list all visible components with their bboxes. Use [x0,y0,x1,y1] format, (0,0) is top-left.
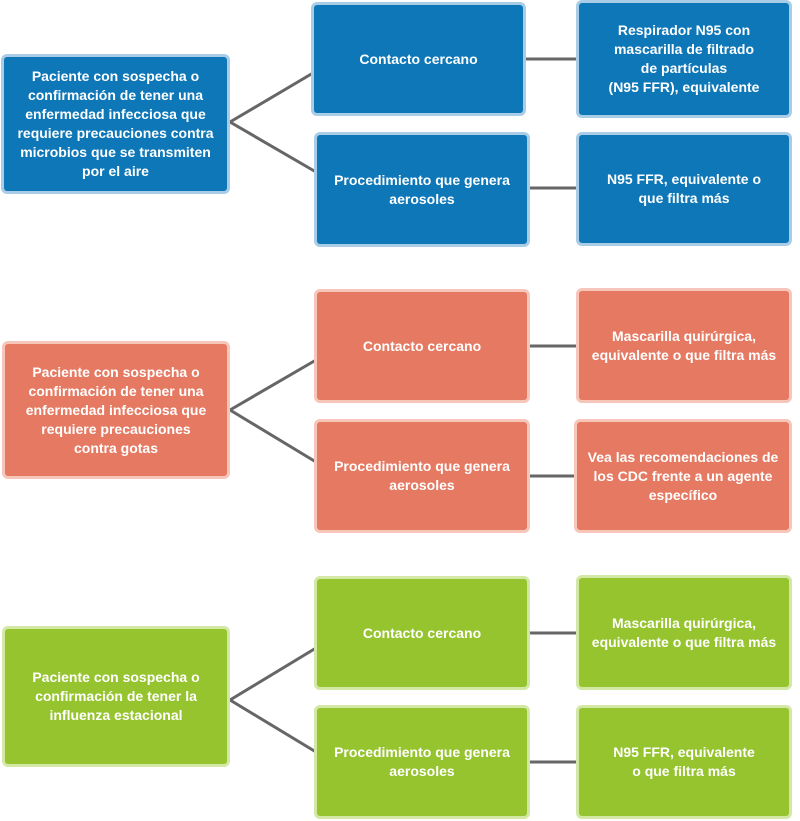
branch-node-aerosol-procedure [314,705,530,819]
connector-root1-branch2 [230,122,316,172]
result-node-n95-ffr [576,132,792,246]
branch-node-close-contact [314,289,530,403]
result-node-surgical-mask-text: Mascarilla quirúrgica, equivalente o que filtra más [591,327,777,363]
branch-node-aerosol-procedure [314,419,530,533]
connector-root3-branch1 [230,648,316,700]
branch-node-aerosol-procedure-text: Procedimiento que genera aerosoles [334,744,510,779]
result-node-surgical-mask [576,575,792,690]
branch-node-close-contact-text: Contacto cercano [362,337,482,354]
branch-node-aerosol-procedure [314,132,530,247]
result-node-surgical-mask [576,288,792,403]
result-node-n95-respirator [576,0,792,118]
result-node-surgical-mask-text: Mascarilla quirúrgica, equivalente o que filtra más [591,614,777,650]
branch-node-aerosol-procedure-text: Procedimiento que genera aerosoles [334,458,510,493]
connector-root1-branch1 [230,73,313,122]
root-node-seasonal-influenza-text: Paciente con sospecha o confirmación de tener la influenza estacional [32,669,200,723]
root-node-airborne-text: Paciente con sospecha o confirmación de tener una enfermedad infecciosa que requiere precauciones contra microbios que se transmiten por el aire [17,68,214,179]
connector-root2-branch2 [230,410,316,462]
branch-node-close-contact-text: Contacto cercano [362,624,482,641]
result-node-cdc-recommendations [574,419,792,533]
connector-root2-branch1 [230,360,316,410]
root-node-seasonal-influenza [2,626,230,767]
result-node-n95-ffr [576,705,792,819]
root-node-droplet-text: Paciente con sospecha o confirmación de tener una enfermedad infecciosa que requiere precauciones contra gotas [25,363,207,456]
branch-node-aerosol-procedure-text: Procedimiento que genera aerosoles [334,171,510,207]
result-node-n95-respirator-text: Respirador N95 con mascarilla de filtrado de partículas (N95 FFR), equivalente [608,22,760,95]
result-node-cdc-recommendations-text: Vea las recomendaciones de los CDC frente a un agente específico [587,448,779,503]
branch-node-close-contact [311,2,526,116]
root-node-droplet [2,341,230,479]
result-node-n95-ffr-text: N95 FFR, equivalente o que filtra más [606,171,762,206]
branch-node-close-contact-text: Contacto cercano [359,50,478,67]
branch-node-close-contact [314,576,530,690]
result-node-n95-ffr-text: N95 FFR, equivalente o que filtra más [613,744,755,779]
root-node-airborne [1,54,230,194]
connector-root3-branch2 [230,700,316,752]
